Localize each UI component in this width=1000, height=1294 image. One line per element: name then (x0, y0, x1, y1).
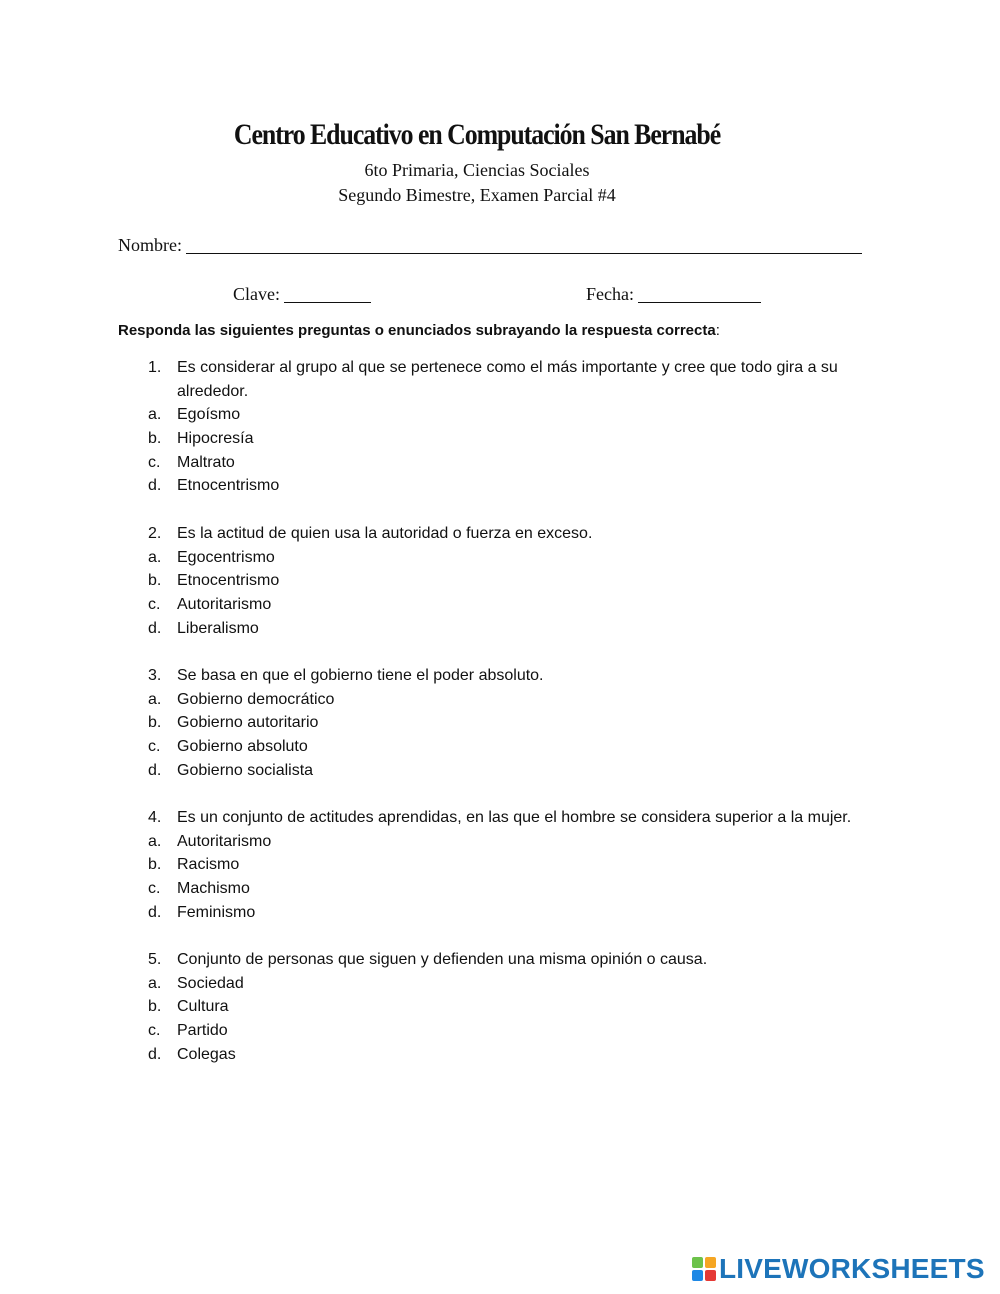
answer-option[interactable] (0, 759, 1000, 783)
option-letter: d. (148, 761, 162, 779)
subtitle-grade-subject: 6to Primaria, Ciencias Sociales (364, 160, 590, 180)
page-title: Centro Educativo en Computación San Bernabé (233, 118, 721, 151)
option-letter: d. (148, 477, 162, 495)
option-text[interactable]: Cultura (177, 998, 229, 1016)
instructions-text: Responda las siguientes preguntas o enunciados subrayando la respuesta correcta (118, 322, 716, 339)
answer-option[interactable] (0, 972, 1000, 996)
option-text[interactable]: Liberalismo (177, 619, 259, 637)
option-letter: b. (148, 856, 162, 874)
option-text[interactable]: Gobierno democrático (177, 690, 335, 708)
option-letter: a. (148, 548, 162, 566)
option-text[interactable]: Gobierno autoritario (177, 714, 319, 732)
answer-option[interactable] (0, 617, 1000, 641)
answer-option[interactable] (0, 711, 1000, 735)
clave-label: Clave: (233, 284, 280, 304)
question-stem (0, 664, 1000, 688)
fecha-label: Fecha: (586, 284, 634, 304)
answer-option[interactable] (0, 853, 1000, 877)
answer-option[interactable] (0, 1019, 1000, 1043)
question-stem (0, 806, 1000, 830)
nombre-label: Nombre: (118, 235, 182, 255)
option-letter: c. (148, 880, 161, 898)
nombre-blank-line[interactable] (186, 235, 862, 254)
answer-option[interactable] (0, 474, 1000, 498)
option-letter: a. (148, 690, 162, 708)
answer-option[interactable] (0, 546, 1000, 570)
answer-option[interactable] (0, 688, 1000, 712)
option-letter: a. (148, 832, 162, 850)
question-text: Se basa en que el gobierno tiene el poder absoluto. (177, 667, 544, 684)
answer-option[interactable] (0, 593, 1000, 617)
question-number: 3. (148, 667, 162, 684)
question-number: 4. (148, 809, 162, 826)
answer-option[interactable] (0, 1043, 1000, 1067)
option-text[interactable]: Hipocresía (177, 430, 254, 448)
answer-option[interactable] (0, 403, 1000, 427)
option-text[interactable]: Egoísmo (177, 406, 241, 424)
option-text[interactable]: Maltrato (177, 453, 235, 471)
question-number: 2. (148, 525, 162, 542)
option-letter: b. (148, 714, 162, 732)
question-5 (0, 948, 1000, 1066)
option-letter: c. (148, 596, 161, 614)
option-letter: d. (148, 1045, 162, 1063)
option-letter: a. (148, 406, 162, 424)
option-text[interactable]: Etnocentrismo (177, 572, 280, 590)
option-text[interactable]: Autoritarismo (177, 832, 272, 850)
option-text[interactable]: Racismo (177, 856, 240, 874)
question-stem (0, 948, 1000, 972)
instructions (118, 322, 720, 339)
question-text: Conjunto de personas que siguen y defienden una misma opinión o causa. (177, 951, 708, 968)
answer-option[interactable] (0, 877, 1000, 901)
liveworksheets-logo (692, 1254, 985, 1284)
option-letter: b. (148, 572, 162, 590)
option-text[interactable]: Sociedad (177, 974, 244, 992)
answer-option[interactable] (0, 901, 1000, 925)
answer-option[interactable] (0, 427, 1000, 451)
option-text[interactable]: Etnocentrismo (177, 477, 280, 495)
answer-option[interactable] (0, 995, 1000, 1019)
question-number: 5. (148, 951, 162, 968)
fecha-blank-line[interactable] (638, 284, 761, 303)
question-text: Es considerar al grupo al que se pertenece como el más importante y cree que todo gira a su alrededor. (177, 359, 838, 400)
answer-option[interactable] (0, 735, 1000, 759)
question-3 (0, 664, 1000, 782)
option-letter: c. (148, 1022, 161, 1040)
option-text[interactable]: Machismo (177, 880, 250, 898)
question-1 (0, 356, 1000, 498)
question-stem (0, 522, 1000, 546)
logo-text: LIVEWORKSHEETS (719, 1253, 985, 1284)
question-stem (0, 356, 1000, 403)
clave-field[interactable] (233, 284, 371, 305)
instructions-suffix: : (715, 322, 720, 339)
option-text[interactable]: Gobierno absoluto (177, 738, 308, 756)
option-letter: d. (148, 903, 162, 921)
option-text[interactable]: Egocentrismo (177, 548, 275, 566)
option-letter: c. (148, 738, 161, 756)
question-text: Es un conjunto de actitudes aprendidas, en las que el hombre se considera superior a la mujer. (177, 809, 852, 826)
subtitle-exam: Segundo Bimestre, Examen Parcial #4 (338, 185, 616, 205)
option-text[interactable]: Colegas (177, 1045, 236, 1063)
nombre-field[interactable] (118, 235, 862, 256)
question-2 (0, 522, 1000, 640)
question-4 (0, 806, 1000, 924)
answer-option[interactable] (0, 451, 1000, 475)
question-text: Es la actitud de quien usa la autoridad o fuerza en exceso. (177, 525, 593, 542)
clave-blank-line[interactable] (284, 284, 371, 303)
option-text[interactable]: Autoritarismo (177, 596, 272, 614)
answer-option[interactable] (0, 830, 1000, 854)
option-letter: b. (148, 430, 162, 448)
fecha-field[interactable] (586, 284, 761, 305)
option-letter: a. (148, 974, 162, 992)
liveworksheets-blocks-icon (692, 1257, 716, 1281)
option-text[interactable]: Gobierno socialista (177, 761, 314, 779)
option-letter: d. (148, 619, 162, 637)
option-text[interactable]: Feminismo (177, 903, 256, 921)
question-number: 1. (148, 359, 162, 376)
option-letter: c. (148, 453, 161, 471)
option-text[interactable]: Partido (177, 1022, 228, 1040)
option-letter: b. (148, 998, 162, 1016)
answer-option[interactable] (0, 569, 1000, 593)
